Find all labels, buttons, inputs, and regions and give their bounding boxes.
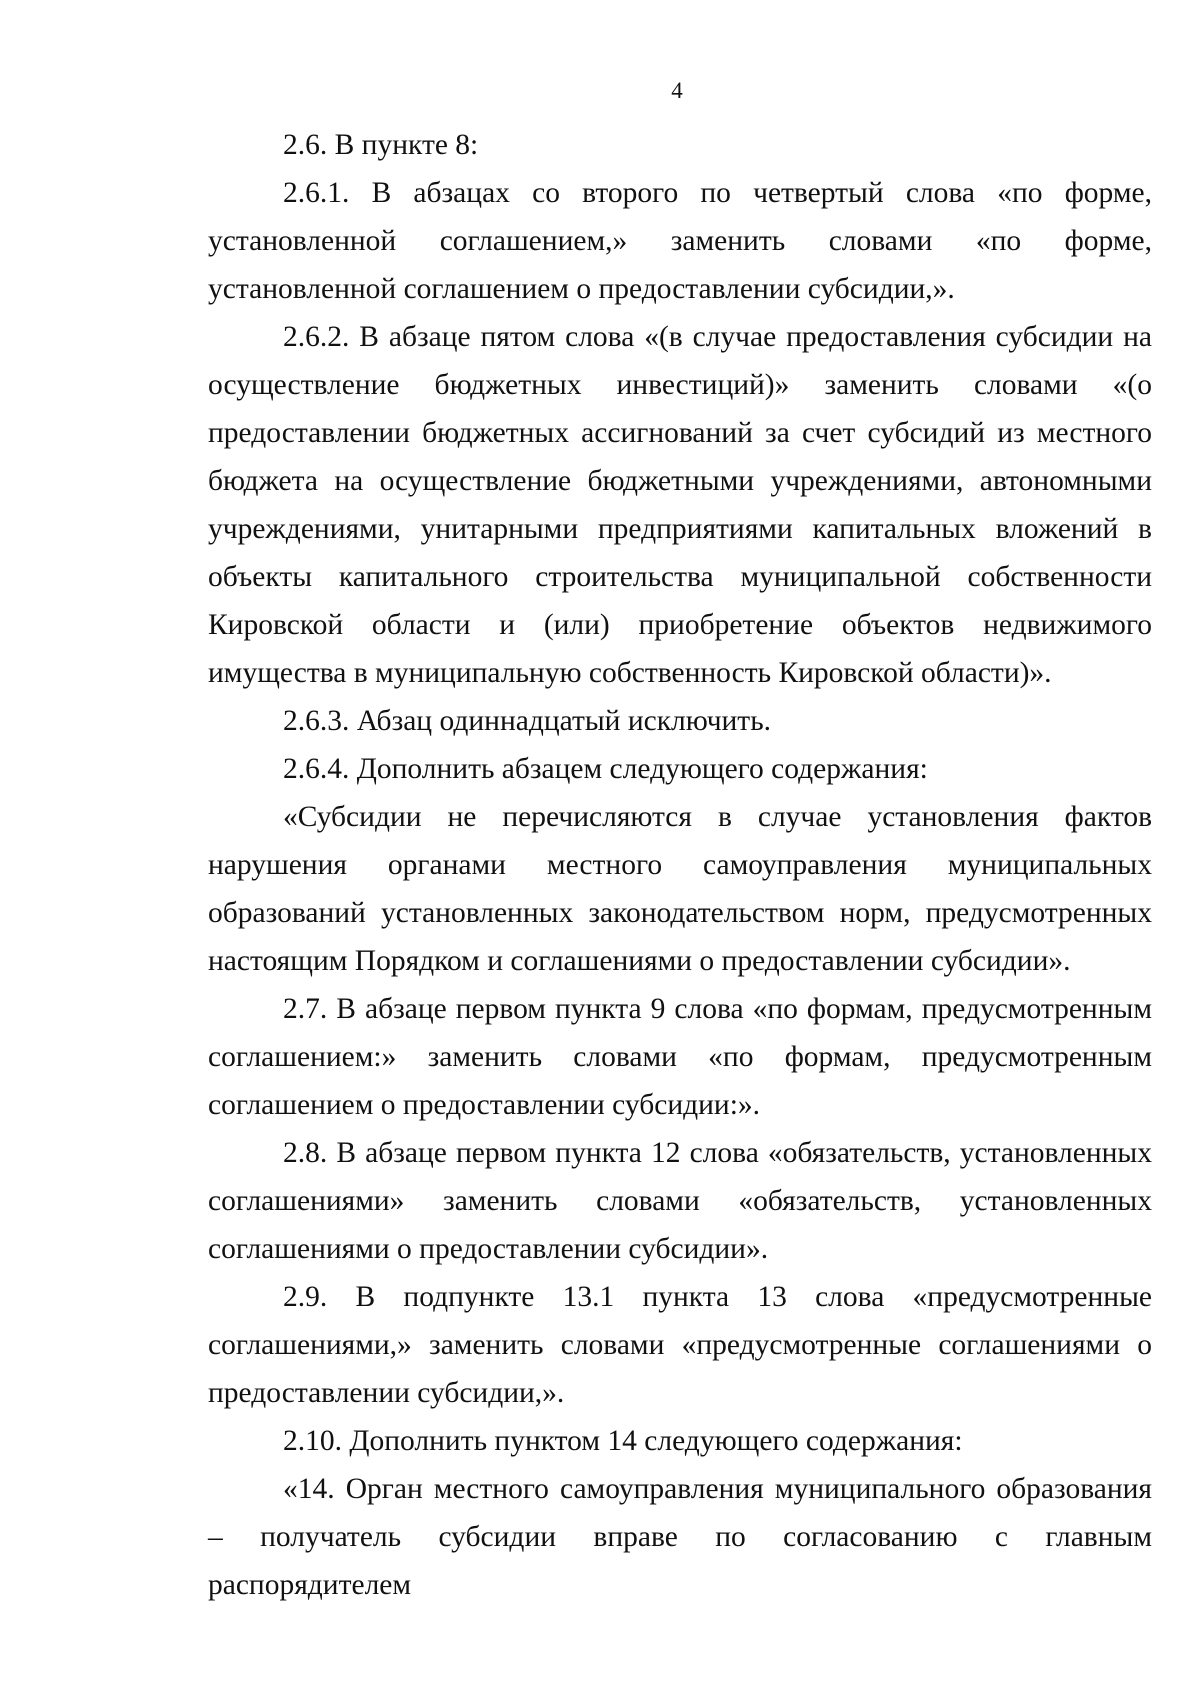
paragraph-2-6-2: 2.6.2. В абзаце пятом слова «(в случае предоставления субсидии на осуществление бюджетных инвестиций)» заменить словами «(о предоставлении бюджетных ассигнований за счет субсидий из местного бюджета на осуществление бюджетными учреждениями, автономными учреждениями, унитарными предприятиями капитальных вложений в объекты капитального строительства муниципальной собственности Кировской области и (или) приобретение объектов недвижимого имущества в муниципальную собственность Кировской области)». xyxy=(208,321,1152,689)
paragraph-2-8: 2.8. В абзаце первом пункта 12 слова «обязательств, установленных соглашениями» заменить словами «обязательств, установленных соглашениями о предоставлении субсидии». xyxy=(208,1137,1152,1265)
paragraph-2-10: 2.10. Дополнить пунктом 14 следующего содержания: xyxy=(283,1425,963,1457)
paragraph-2-6-3: 2.6.3. Абзац одиннадцатый исключить. xyxy=(283,705,772,737)
paragraph-quote-subsidies: «Субсидии не перечисляются в случае установления фактов нарушения органами местного самоуправления муниципальных образований установленных законодательством норм, предусмотренных настоящим Порядком и соглашениями о предоставлении субсидии». xyxy=(208,801,1152,977)
page-number: 4 xyxy=(671,78,683,103)
paragraph-2-9: 2.9. В подпункте 13.1 пункта 13 слова «предусмотренные соглашениями,» заменить словами «предусмотренные соглашениями о предоставлении субсидии,». xyxy=(208,1281,1152,1409)
paragraph-2-6-1: 2.6.1. В абзацах со второго по четвертый слова «по форме, установленной соглашением,» заменить словами «по форме, установленной соглашением о предоставлении субсидии,». xyxy=(208,177,1152,305)
paragraph-2-6-4: 2.6.4. Дополнить абзацем следующего содержания: xyxy=(283,753,928,785)
paragraph-point-14: «14. Орган местного самоуправления муниципального образования – получатель субсидии вправе по согласованию с главным распорядителем xyxy=(208,1473,1152,1601)
paragraph-2-7: 2.7. В абзаце первом пункта 9 слова «по формам, предусмотренным соглашением:» заменить словами «по формам, предусмотренным соглашением о предоставлении субсидии:». xyxy=(208,993,1152,1121)
document-body xyxy=(208,121,1152,1609)
paragraph-2-6: 2.6. В пункте 8: xyxy=(283,129,479,161)
